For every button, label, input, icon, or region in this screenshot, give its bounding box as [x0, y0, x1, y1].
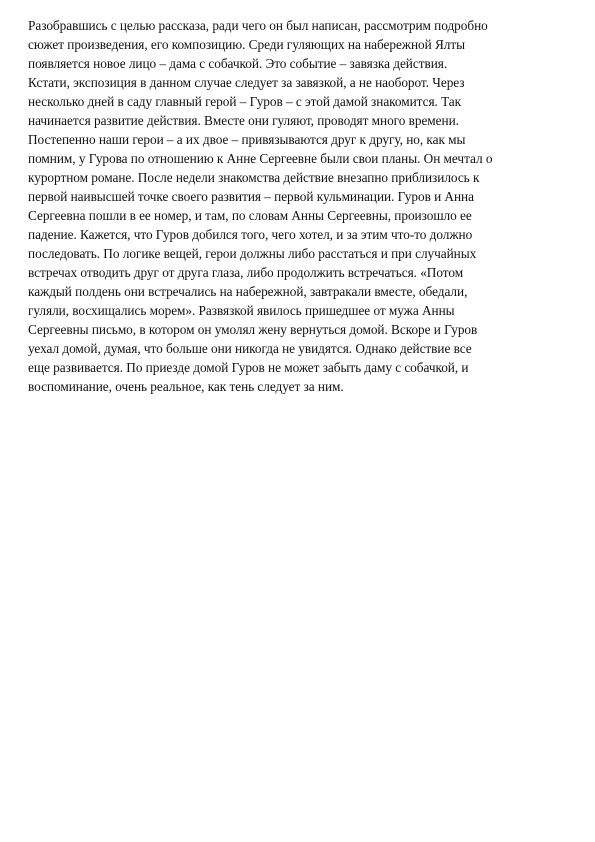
paragraph-line: появляется новое лицо – дама с собачкой. Это событие – завязка действия. [28, 56, 448, 71]
paragraph-line: Разобравшись с целью рассказа, ради чего он был написан, рассмотрим подробно [28, 18, 488, 33]
paragraph-line: гуляли, восхищались морем». Развязкой явилось пришедшее от мужа Анны [28, 303, 455, 318]
paragraph-line: еще развивается. По приезде домой Гуров не может забыть даму с собачкой, и [28, 360, 469, 375]
paragraph-line: Кстати, экспозиция в данном случае следует за завязкой, а не наоборот. Через [28, 75, 465, 90]
paragraph-line: уехал домой, думая, что больше они никогда не увидятся. Однако действие все [28, 341, 472, 356]
paragraph-line: несколько дней в саду главный герой – Гуров – с этой дамой знакомится. Так [28, 94, 462, 109]
paragraph-line: Сергеевны письмо, в котором он умолял жену вернуться домой. Вскоре и Гуров [28, 322, 478, 337]
paragraph-line: курортном романе. После недели знакомства действие внезапно приблизилось к [28, 170, 480, 185]
paragraph-line: падение. Кажется, что Гуров добился того, чего хотел, и за этим что-то должно [28, 227, 473, 242]
paragraph-line: последовать. По логике вещей, герои должны либо расстаться и при случайных [28, 246, 477, 261]
paragraph-line: Сергеевна пошли в ее номер, и там, по словам Анны Сергеевны, произошло ее [28, 208, 472, 223]
paragraph-line: помним, у Гурова по отношению к Анне Сергеевне были свои планы. Он мечтал о [28, 151, 493, 166]
paragraph-line: воспоминание, очень реальное, как тень следует за ним. [28, 379, 344, 394]
paragraph-line: начинается развитие действия. Вместе они гуляют, проводят много времени. [28, 113, 459, 128]
paragraph-line: встречах отводить друг от друга глаза, либо продолжить встречаться. «Потом [28, 265, 464, 280]
paragraph-line: каждый полдень они встречались на набережной, завтракали вместе, обедали, [28, 284, 468, 299]
paragraph-line: первой наивысшей точке своего развития – первой кульминации. Гуров и Анна [28, 189, 474, 204]
body-paragraph [28, 16, 573, 396]
paragraph-line: сюжет произведения, его композицию. Среди гуляющих на набережной Ялты [28, 37, 466, 52]
paragraph-line: Постепенно наши герои – а их двое – привязываются друг к другу, но, как мы [28, 132, 466, 147]
